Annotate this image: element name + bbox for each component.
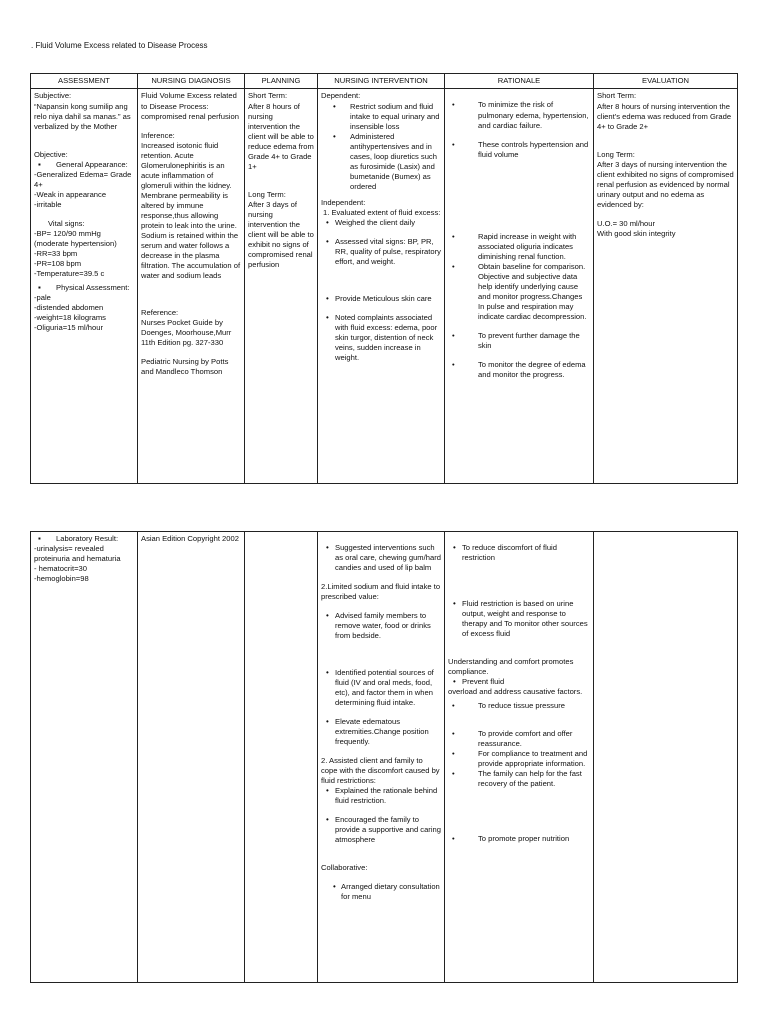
long-term-text: After 3 days of nursing intervention the client exhibited no signs of compromised renal perfusion as evidenced by normal urinary output and no edema as evidenced by: <box>597 159 734 209</box>
general-item: -irritable <box>34 199 62 209</box>
physical-item: -distended abdomen <box>34 302 104 312</box>
independent-label: Independent: <box>321 197 366 207</box>
long-term-label: Long Term: <box>248 189 286 199</box>
reference-text: Pediatric Nursing by Potts and Mandleco Thomson <box>141 356 229 376</box>
header-evaluation: EVALUATION <box>594 74 738 89</box>
rationale-item: • Rapid increase in weight with associated oliguria indicates diminishing renal function. <box>448 232 590 262</box>
header-row <box>31 74 738 89</box>
subjective-label: Subjective: <box>34 91 72 101</box>
intervention-item: • Noted complaints associated with fluid excess: edema, poor skin turgor, distention of neck veins, sudden increase in weight. <box>321 313 441 363</box>
dependent-label: Dependent: <box>321 91 361 101</box>
rationale-item: overload and address causative factors. <box>448 687 583 697</box>
short-term-text: After 8 hours of nursing intervention the client’s edema was reduced from Grade 4+ to Grade 2+ <box>597 101 732 131</box>
long-term-text: After 3 days of nursing intervention the client will be able to exhibit no signs of compromised renal perfusion <box>248 199 314 269</box>
rationale-cell <box>445 89 594 484</box>
care-plan-table-2 <box>30 531 738 983</box>
rationale-item: • These controls hypertension and fluid volume <box>448 140 590 160</box>
vital-signs-label: Vital signs: <box>48 218 85 228</box>
intervention-item: • Encouraged the family to provide a supportive and caring atmosphere <box>321 815 441 845</box>
intervention-item: • Provide Meticulous skin care <box>321 294 441 304</box>
vital-item: -PR=108 bpm <box>34 258 82 268</box>
rationale-item: • Fluid restriction is based on urine output, weight and response to therapy and To monitor other sources of excess fluid <box>448 599 590 639</box>
reference-label: Reference: <box>141 307 179 317</box>
inference-label: Inference: <box>141 130 175 140</box>
intervention-item: • Administered antihypertensives and in cases, loop diuretics such as furosimide (Lasix) and bumetanide (Bumex) as ordered <box>321 132 441 192</box>
physical-assessment-label: ▪ Physical Assessment: <box>34 283 134 293</box>
document-title: . Fluid Volume Excess related to Disease Process <box>31 41 208 50</box>
lab-item: -urinalysis= revealed proteinuria and hematuria <box>34 544 121 564</box>
diagnosis-cell <box>138 532 245 983</box>
table-row <box>31 532 738 983</box>
objective-label: Objective: <box>34 149 68 159</box>
intervention-heading: 2.Limited sodium and fluid intake to prescribed value: <box>321 582 441 602</box>
rationale-item: Understanding and comfort promotes compliance. <box>448 657 574 677</box>
short-term-label: Short Term: <box>248 91 288 101</box>
intervention-item: • Advised family members to remove water, food or drinks from bedside. <box>321 611 441 641</box>
lab-result-label: ▪ Laboratory Result: <box>34 534 134 544</box>
rationale-item: • To reduce tissue pressure <box>448 701 590 711</box>
reference-text: Nurses Pocket Guide by Doenges, Moorhouse,Murr 11th Edition pg. 327-330 <box>141 317 232 347</box>
rationale-item: • Obtain baseline for comparison. Objective and subjective data help identify underlying cause and monitor progress.Changes In pulse and respiration may indicate cardiac decompression. <box>448 262 590 322</box>
care-plan-table-1 <box>30 73 738 484</box>
header-rationale: RATIONALE <box>445 74 594 89</box>
subjective-text: “Napansin kong sumilip ang relo niya dahil sa manas.” as verbalized by the Mother <box>34 101 131 131</box>
diagnosis-cell <box>138 89 245 484</box>
long-term-label: Long Term: <box>597 149 635 159</box>
general-item: -Weak in appearance <box>34 189 107 199</box>
rationale-cell <box>445 532 594 983</box>
rationale-item: • For compliance to treatment and provide appropriate information. <box>448 749 590 769</box>
evaluation-cell <box>594 532 738 983</box>
rationale-item: • Prevent fluid <box>448 677 590 687</box>
header-nursing-diagnosis: NURSING DIAGNOSIS <box>138 74 245 89</box>
assessment-cell <box>31 532 138 983</box>
urine-output: U.O.= 30 ml/hour <box>597 218 656 228</box>
header-planning: PLANNING <box>245 74 318 89</box>
vital-item: -BP= 120/90 mmHg (moderate hypertension) <box>34 228 117 248</box>
intervention-item: • Weighed the client daily <box>321 218 441 228</box>
physical-item: -Oliguria=15 ml/hour <box>34 322 104 332</box>
evaluation-cell <box>594 89 738 484</box>
rationale-item: • To minimize the risk of pulmonary edema, hypertension, and cardiac failure. <box>448 100 590 130</box>
planning-cell <box>245 89 318 484</box>
skin-integrity: With good skin integrity <box>597 228 676 238</box>
vital-item: -RR=33 bpm <box>34 248 78 258</box>
lab-item: -hemoglobin=98 <box>34 574 89 584</box>
header-assessment: ASSESSMENT <box>31 74 138 89</box>
short-term-label: Short Term: <box>597 91 637 101</box>
collaborative-label: Collaborative: <box>321 863 368 873</box>
intervention-cell <box>318 532 445 983</box>
intervention-item: • Arranged dietary consultation for menu <box>321 882 441 902</box>
physical-item: -pale <box>34 292 51 302</box>
intervention-item: • Restrict sodium and fluid intake to equal urinary and insensible loss <box>321 102 441 132</box>
lab-item: - hematocrit=30 <box>34 564 87 574</box>
header-nursing-intervention: NURSING INTERVENTION <box>318 74 445 89</box>
diagnosis-statement: Fluid Volume Excess related to Disease Process: compromised renal perfusion <box>141 91 239 121</box>
general-appearance-label: ▪ General Appearance: <box>34 160 134 170</box>
table-row <box>31 89 738 484</box>
planning-cell <box>245 532 318 983</box>
short-term-text: After 8 hours of nursing intervention the client will be able to reduce edema from Grade 4+ to Grade 1+ <box>248 101 314 171</box>
physical-item: -weight=18 kilograms <box>34 312 106 322</box>
intervention-item: • Identified potential sources of fluid (IV and oral meds, food, etc), and factor them in when determining fluid intake. <box>321 668 441 708</box>
general-item: -Generalized Edema= Grade 4+ <box>34 169 132 189</box>
assessment-cell <box>31 89 138 484</box>
vital-item: -Temperature=39.5 c <box>34 268 105 278</box>
intervention-item: • Assessed vital signs: BP, PR, RR, quality of pulse, respiratory effort, and weight. <box>321 237 441 267</box>
intervention-item: • Elevate edematous extremities.Change position frequently. <box>321 717 441 747</box>
intervention-heading: 2. Assisted client and family to cope with the discomfort caused by fluid restrictions: <box>321 756 440 786</box>
intervention-item: • Suggested interventions such as oral care, chewing gum/hard candies and used of lip balm <box>321 543 441 573</box>
intervention-heading: 1. Evaluated extent of fluid excess: <box>323 207 441 217</box>
rationale-item: • To reduce discomfort of fluid restriction <box>448 543 590 563</box>
intervention-item: • Explained the rationale behind fluid restriction. <box>321 786 441 806</box>
rationale-item: • The family can help for the fast recovery of the patient. <box>448 769 590 789</box>
reference-text: Asian Edition Copyright 2002 <box>141 534 239 543</box>
inference-text: Increased isotonic fluid retention. Acute Glomerulonephiritis is an acute inflammation of glomeruli within the kidney. Membrane permeability is altered by immune response,thus allowing protein to leak into the urine. Sodium is retained within the serum and water follows a decrease in the plasma filtration. The accumulation of water and sodium leads <box>141 140 241 280</box>
intervention-cell <box>318 89 445 484</box>
rationale-item: • To prevent further damage the skin <box>448 331 590 351</box>
rationale-item: • To provide comfort and offer reassurance. <box>448 729 590 749</box>
rationale-item: • To monitor the degree of edema and monitor the progress. <box>448 360 590 380</box>
rationale-item: • To promote proper nutrition <box>448 834 590 844</box>
